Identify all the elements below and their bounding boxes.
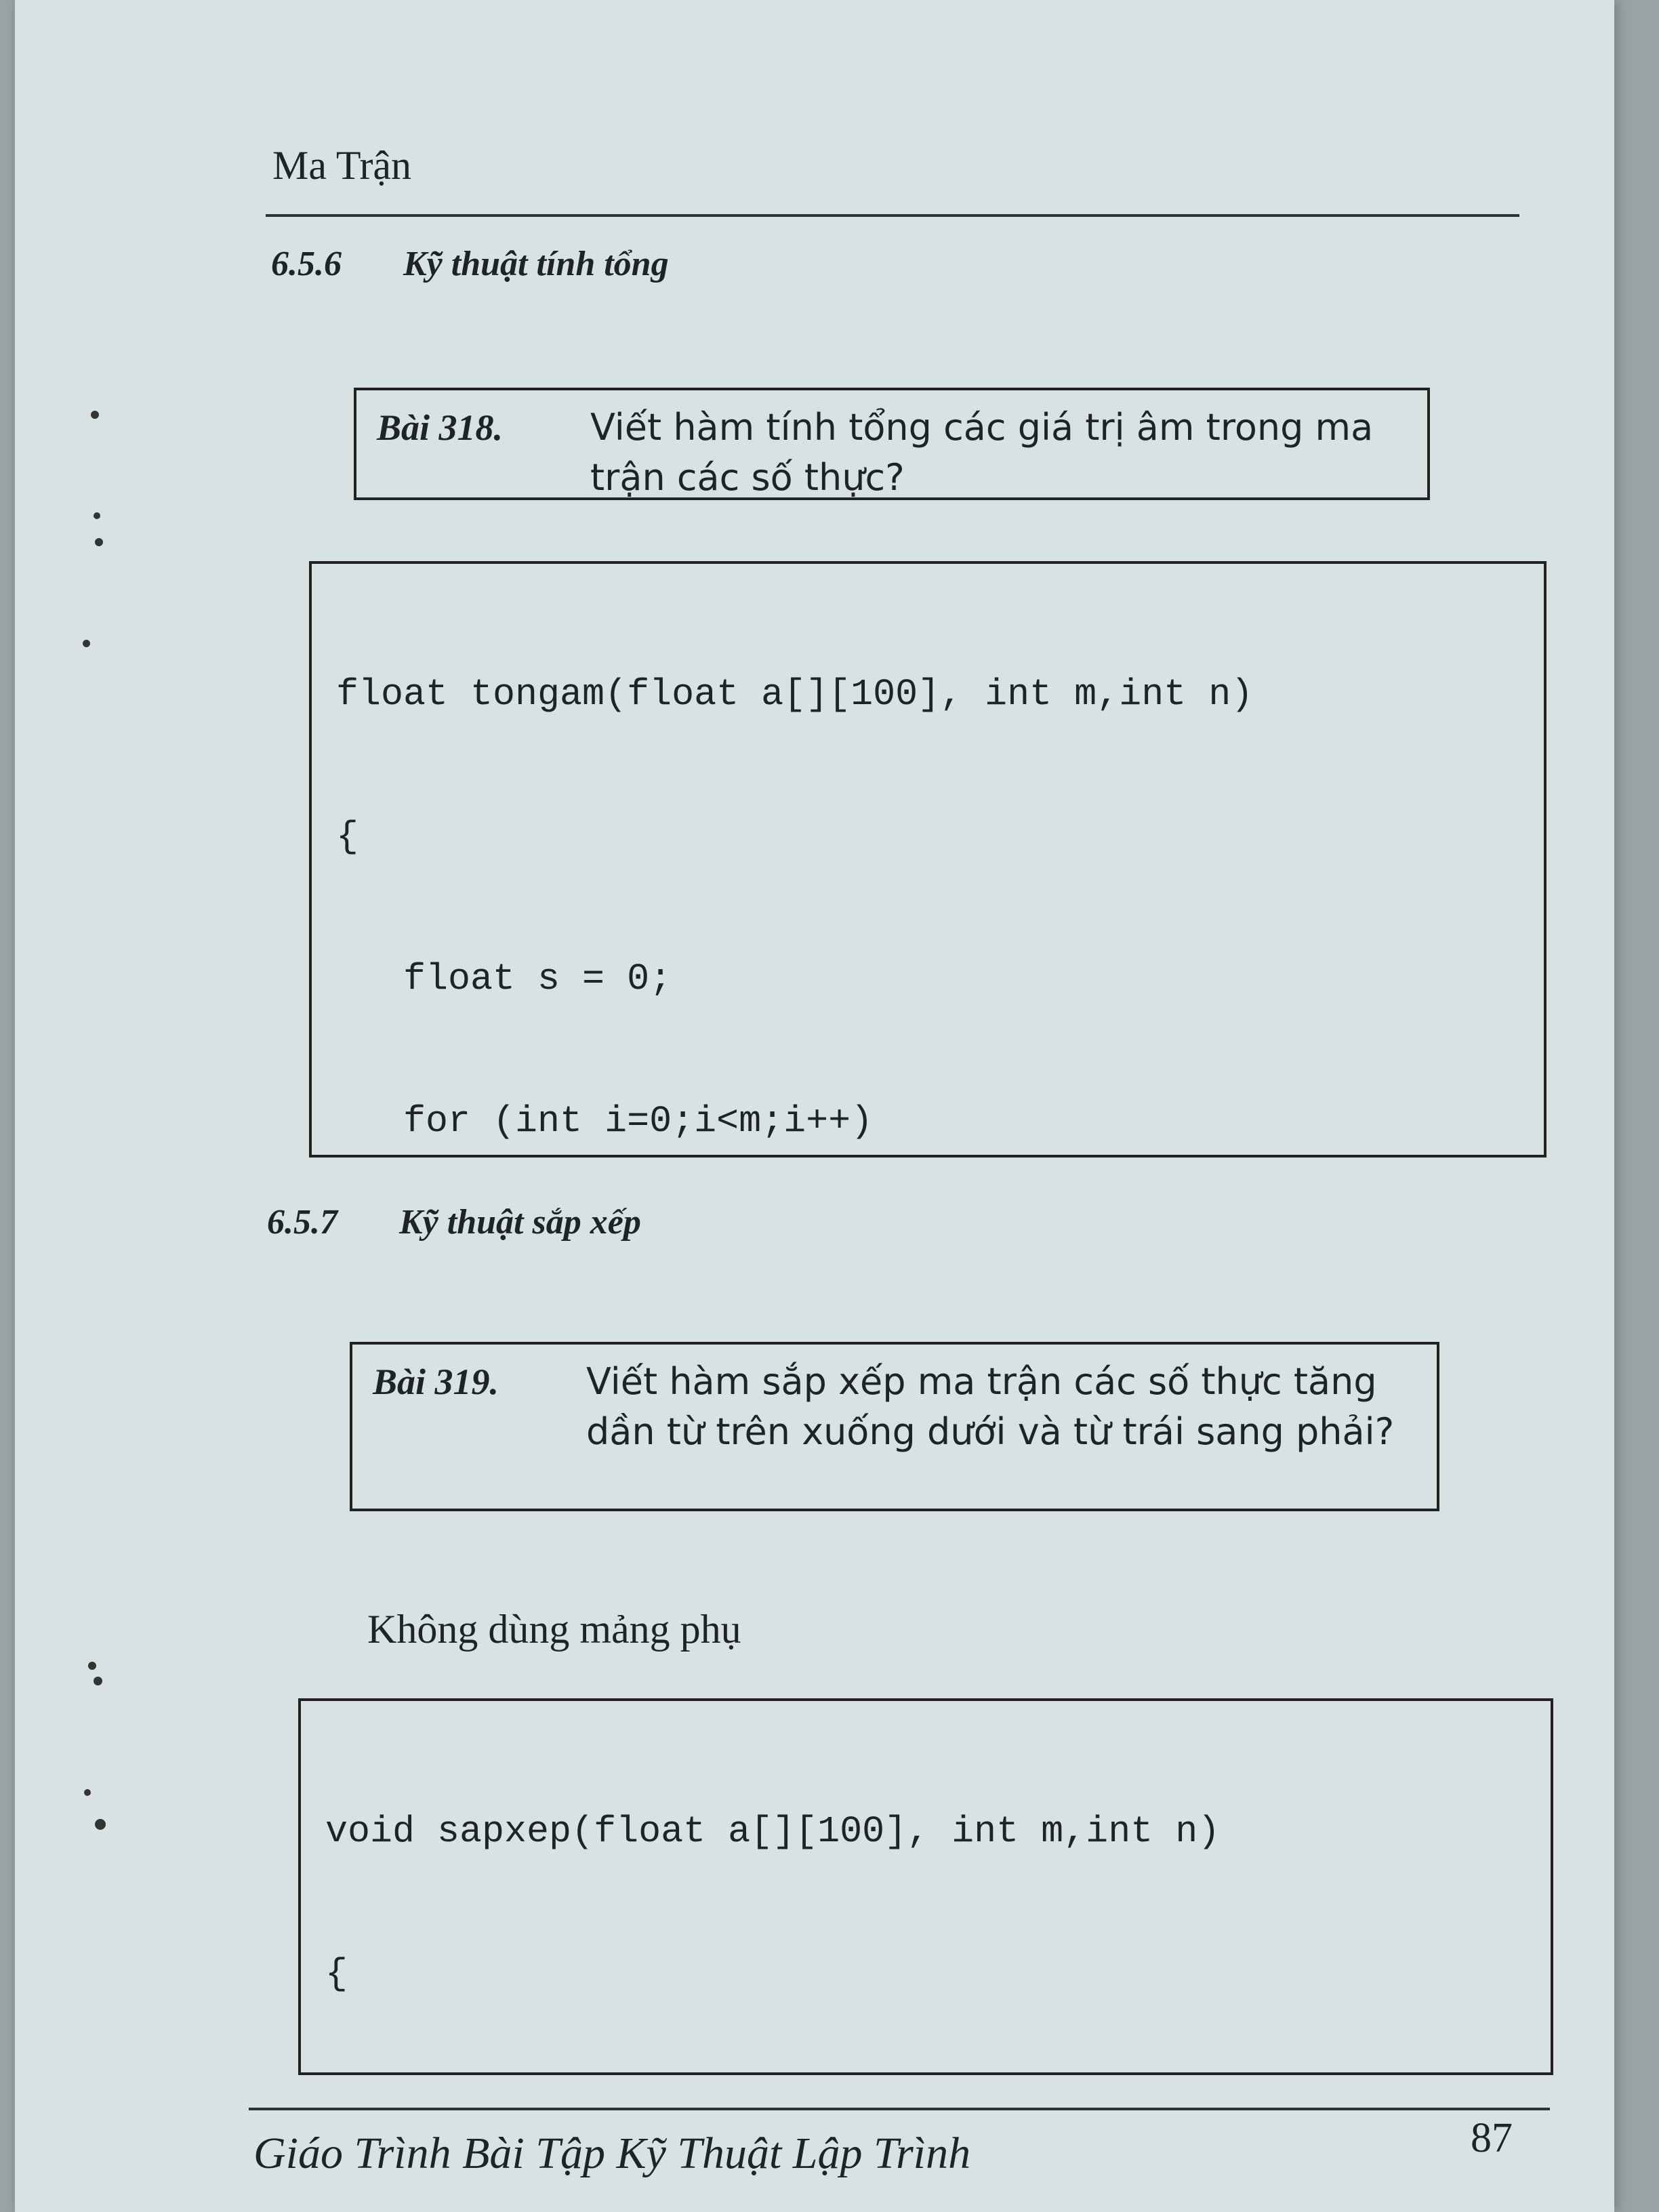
exercise-question: Viết hàm tính tổng các giá trị âm trong ma trận các số thực? — [590, 406, 1374, 499]
running-header: Ma Trận — [272, 143, 412, 188]
margin-speck — [95, 538, 103, 546]
margin-speck — [94, 512, 100, 519]
code-line: { — [336, 815, 359, 858]
section-number: 6.5.6 — [271, 245, 342, 283]
footer-book-title: Giáo Trình Bài Tập Kỹ Thuật Lập Trình — [253, 2129, 971, 2178]
section-heading-656 — [271, 244, 669, 284]
code-line: { — [325, 1952, 348, 1995]
margin-speck — [95, 1819, 106, 1830]
margin-speck — [84, 1789, 91, 1796]
margin-speck — [94, 1677, 102, 1685]
section-title: Kỹ thuật tính tổng — [403, 245, 669, 283]
exercise-label: Bài 319. — [373, 1361, 499, 1402]
margin-speck — [83, 640, 90, 647]
margin-speck — [88, 1662, 96, 1670]
exercise-question: Viết hàm sắp xếp ma trận các số thực tăng dần từ trên xuống dưới và từ trái sang phải? — [586, 1360, 1395, 1453]
code-line: void sapxep(float a[][100], int m,int n) — [325, 1810, 1221, 1853]
exercise-box-318 — [354, 388, 1430, 500]
margin-speck — [91, 411, 99, 419]
code-line: float tongam(float a[][100], int m,int n) — [336, 673, 1254, 716]
section-number: 6.5.7 — [267, 1203, 337, 1242]
book-page — [15, 0, 1614, 2212]
code-block-tongam — [309, 561, 1547, 1158]
page-number: 87 — [1471, 2115, 1513, 2161]
code-line: float s = 0; — [336, 958, 672, 1000]
code-line: for (int i=0;i<m;i++) — [336, 1100, 874, 1143]
exercise-box-319 — [350, 1342, 1439, 1511]
subheading: Không dùng mảng phụ — [367, 1607, 741, 1652]
section-title: Kỹ thuật sắp xếp — [399, 1203, 641, 1242]
code-block-sapxep — [298, 1698, 1553, 2075]
section-heading-657 — [267, 1202, 641, 1242]
footer-rule — [249, 2108, 1550, 2110]
header-rule — [266, 214, 1519, 217]
exercise-label: Bài 318. — [377, 407, 504, 448]
